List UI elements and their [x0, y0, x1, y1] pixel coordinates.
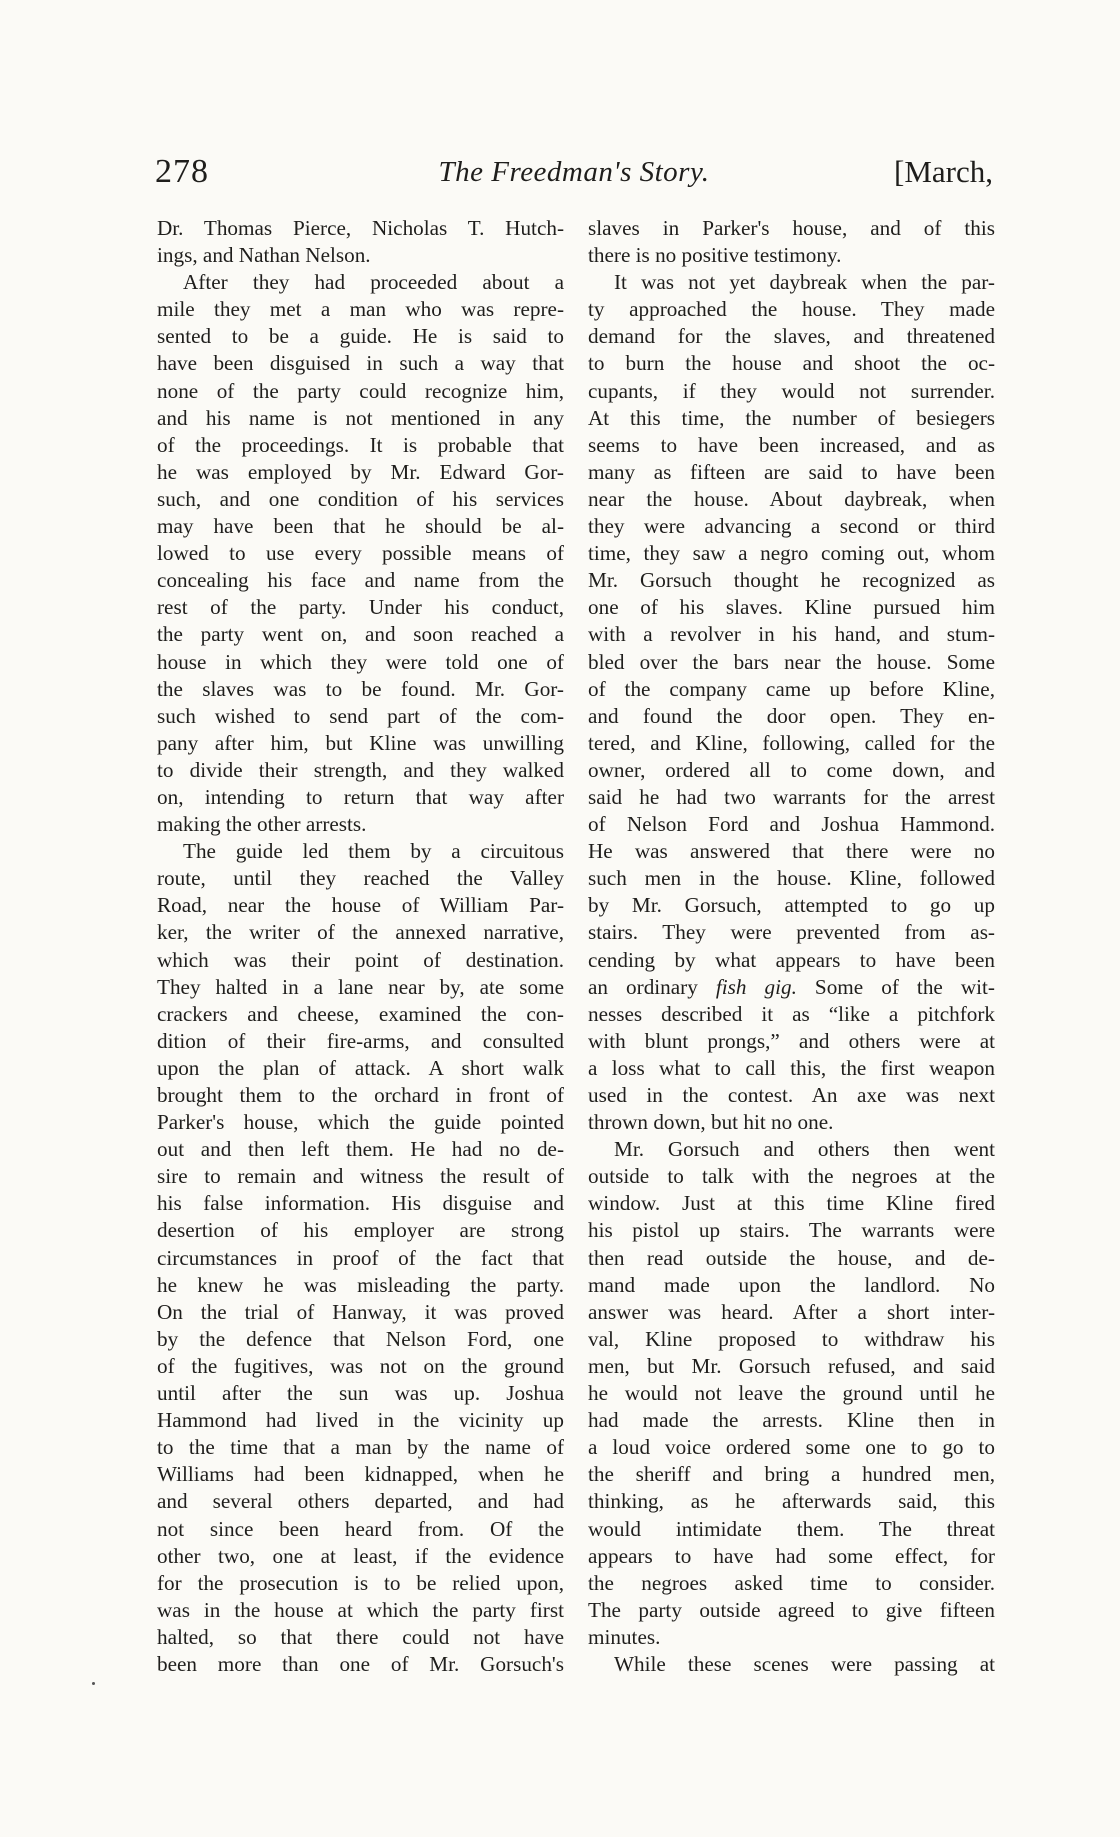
text-line: near the house. About daybreak, when — [588, 486, 995, 511]
text-line: seems to have been increased, and as — [588, 432, 995, 457]
text-line: used in the contest. An axe was next — [588, 1083, 995, 1107]
text-line: would intimidate them. The threat — [588, 1516, 995, 1541]
text-line: and several others departed, and had — [157, 1489, 564, 1514]
text-line: of Nelson Ford and Joshua Hammond. — [588, 812, 995, 837]
running-head — [155, 152, 993, 196]
left-text-column — [157, 215, 564, 1678]
text-line: ty approached the house. They made — [588, 297, 995, 322]
text-line: for the prosecution is to be relied upon, — [157, 1570, 564, 1595]
text-line: sire to remain and witness the result of — [157, 1164, 564, 1189]
text-line: his false information. His disguise and — [157, 1191, 564, 1216]
text-line: thrown down, but hit no one. — [588, 1110, 834, 1135]
text-line: by the defence that Nelson Ford, one — [157, 1326, 564, 1351]
text-line: ker, the writer of the annexed narrative, — [157, 920, 564, 945]
text-line: the negroes asked time to consider. — [588, 1570, 995, 1595]
text-line: nesses described it as “like a pitchfork — [588, 1001, 995, 1026]
text-line: may have been that he should be al- — [157, 514, 564, 539]
text-line: demand for the slaves, and threatened — [588, 324, 995, 349]
text-line: cupants, if they would not surrender. — [588, 378, 995, 403]
text-line: been more than one of Mr. Gorsuch's — [157, 1651, 564, 1676]
text-line: a loss what to call this, the first weapon — [588, 1055, 995, 1080]
text-line: He was answered that there were no — [588, 839, 995, 864]
page-number: 278 — [155, 153, 209, 190]
text-line: none of the party could recognize him, — [157, 378, 564, 403]
text-line: to burn the house and shoot the oc- — [588, 351, 995, 376]
text-line: circumstances in proof of the fact that — [157, 1245, 564, 1270]
text-line: have been disguised in such a way that — [157, 351, 564, 376]
text-line: then read outside the house, and de- — [588, 1245, 995, 1270]
text-line: outside to talk with the negroes at the — [588, 1164, 995, 1189]
text-line: ings, and Nathan Nelson. — [157, 243, 371, 268]
text-segment: an ordinary — [588, 974, 716, 999]
text-line: time, they saw a negro coming out, whom — [588, 541, 995, 566]
text-line: appears to have had some effect, for — [588, 1543, 995, 1568]
text-line: they were advancing a second or third — [588, 514, 995, 539]
text-line: At this time, the number of besiegers — [588, 405, 995, 430]
text-line: house in which they were told one of — [157, 649, 564, 674]
text-line: a loud voice ordered some one to go to — [588, 1435, 995, 1460]
text-line: such men in the house. Kline, followed — [588, 866, 995, 891]
text-line: said he had two warrants for the arrest — [588, 784, 995, 809]
text-line: tered, and Kline, following, called for the — [588, 730, 995, 755]
text-line: Parker's house, which the guide pointed — [157, 1110, 564, 1135]
text-line: It was not yet daybreak when the par- — [614, 270, 995, 295]
text-line: The guide led them by a circuitous — [183, 839, 564, 864]
text-line: to divide their strength, and they walked — [157, 757, 564, 782]
text-line: was in the house at which the party first — [157, 1597, 564, 1622]
text-line: making the other arrests. — [157, 812, 367, 837]
text-line: Road, near the house of William Par- — [157, 893, 564, 918]
text-line: lowed to use every possible means of — [157, 541, 564, 566]
text-line: until after the sun was up. Joshua — [157, 1381, 564, 1406]
text-line: Williams had been kidnapped, when he — [157, 1462, 564, 1487]
text-line: out and then left them. He had no de- — [157, 1137, 564, 1162]
text-line: one of his slaves. Kline pursued him — [588, 595, 995, 620]
right-text-column — [588, 215, 995, 1678]
text-line: slaves in Parker's house, and of this — [588, 216, 995, 240]
text-line: concealing his face and name from the — [157, 568, 564, 593]
text-line: minutes. — [588, 1624, 661, 1649]
text-line: sented to be a guide. He is said to — [157, 324, 564, 349]
text-line: window. Just at this time Kline fired — [588, 1191, 995, 1216]
text-line — [588, 974, 995, 1001]
text-line: pany after him, but Kline was unwilling — [157, 730, 564, 755]
text-line: and found the door open. They en- — [588, 703, 995, 728]
text-line: of the fugitives, was not on the ground — [157, 1353, 564, 1378]
text-line: the sheriff and bring a hundred men, — [588, 1462, 995, 1487]
text-line: men, but Mr. Gorsuch refused, and said — [588, 1353, 995, 1378]
text-line: of the company came up before Kline, — [588, 676, 995, 701]
text-line: While these scenes were passing at — [614, 1651, 995, 1676]
running-title: The Freedman's Story. — [438, 156, 710, 188]
text-line: cending by what appears to have been — [588, 947, 995, 972]
text-line: he knew he was misleading the party. — [157, 1272, 564, 1297]
text-line: had made the arrests. Kline then in — [588, 1408, 995, 1433]
text-line: mand made upon the landlord. No — [588, 1272, 995, 1297]
text-line: on, intending to return that way after — [157, 784, 564, 809]
text-segment: Some of the wit- — [796, 974, 995, 999]
text-line: crackers and cheese, examined the con- — [157, 1001, 564, 1026]
text-line: the party went on, and soon reached a — [157, 622, 564, 647]
text-line: val, Kline proposed to withdraw his — [588, 1326, 995, 1351]
text-line: with blunt prongs,” and others were at — [588, 1028, 995, 1053]
text-line: brought them to the orchard in front of — [157, 1083, 564, 1107]
text-line: halted, so that there could not have — [157, 1624, 564, 1649]
text-line: to the time that a man by the name of — [157, 1435, 564, 1460]
text-line: mile they met a man who was repre- — [157, 297, 564, 322]
text-line: Mr. Gorsuch thought he recognized as — [588, 568, 995, 593]
text-line: Dr. Thomas Pierce, Nicholas T. Hutch- — [157, 216, 564, 240]
text-line: other two, one at least, if the evidence — [157, 1543, 564, 1568]
text-line: stairs. They were prevented from as- — [588, 920, 995, 945]
text-line: not since been heard from. Of the — [157, 1516, 564, 1541]
text-line: of the proceedings. It is probable that — [157, 432, 564, 457]
text-line: with a revolver in his hand, and stum- — [588, 622, 995, 647]
text-line: The party outside agreed to give fifteen — [588, 1597, 995, 1622]
text-line: and his name is not mentioned in any — [157, 405, 564, 430]
text-line: dition of their fire-arms, and consulted — [157, 1028, 564, 1053]
text-line: They halted in a lane near by, ate some — [157, 974, 564, 999]
text-line: owner, ordered all to come down, and — [588, 757, 995, 782]
text-line: many as fifteen are said to have been — [588, 459, 995, 484]
text-line: he was employed by Mr. Edward Gor- — [157, 459, 564, 484]
text-line: his pistol up stairs. The warrants were — [588, 1218, 995, 1243]
italic-term: fish gig. — [715, 974, 797, 999]
text-line: by Mr. Gorsuch, attempted to go up — [588, 893, 995, 918]
text-line: there is no positive testimony. — [588, 243, 842, 268]
text-line: rest of the party. Under his conduct, — [157, 595, 564, 620]
running-month: [March, — [894, 154, 993, 189]
text-line: the slaves was to be found. Mr. Gor- — [157, 676, 564, 701]
text-line: such, and one condition of his services — [157, 486, 564, 511]
text-line: bled over the bars near the house. Some — [588, 649, 995, 674]
text-line: upon the plan of attack. A short walk — [157, 1055, 564, 1080]
text-line: Mr. Gorsuch and others then went — [614, 1137, 995, 1162]
text-line: he would not leave the ground until he — [588, 1381, 995, 1406]
text-line: which was their point of destination. — [157, 947, 564, 972]
text-line: thinking, as he afterwards said, this — [588, 1489, 995, 1514]
text-line: Hammond had lived in the vicinity up — [157, 1408, 564, 1433]
text-line: After they had proceeded about a — [183, 270, 564, 295]
text-line: such wished to send part of the com- — [157, 703, 564, 728]
text-line: route, until they reached the Valley — [157, 866, 564, 891]
text-line: On the trial of Hanway, it was proved — [157, 1299, 564, 1324]
ink-speck — [92, 1682, 95, 1685]
text-line: desertion of his employer are strong — [157, 1218, 564, 1243]
text-line: answer was heard. After a short inter- — [588, 1299, 995, 1324]
